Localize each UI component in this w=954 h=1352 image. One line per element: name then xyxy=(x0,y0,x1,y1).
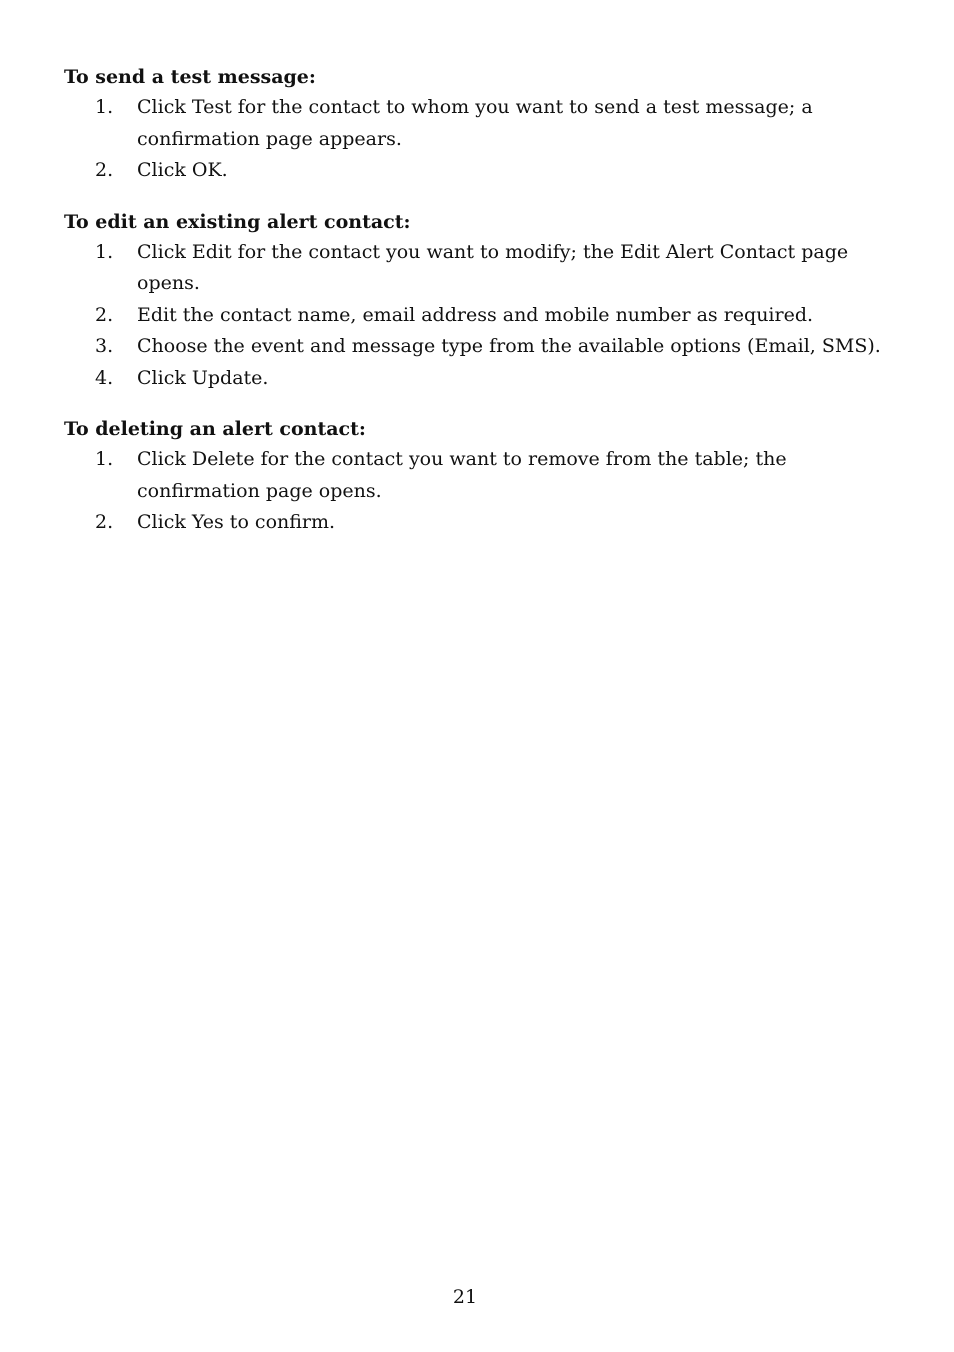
list-item xyxy=(64,237,884,300)
step-number: 2. xyxy=(95,159,114,181)
step-text: Click OK. xyxy=(137,159,228,181)
step-list xyxy=(64,92,884,187)
list-item xyxy=(64,331,884,363)
section-send-test-message xyxy=(64,62,884,187)
document-body xyxy=(64,62,884,559)
step-text: Edit the contact name, email address and mobile number as required. xyxy=(137,303,814,326)
step-text: Choose the event and message type from the available options (Email, SMS). xyxy=(137,335,881,357)
list-item xyxy=(64,300,884,332)
section-heading: To send a test message: xyxy=(64,66,316,88)
list-item xyxy=(64,444,884,507)
list-item xyxy=(64,363,884,395)
step-list xyxy=(64,444,884,539)
section-edit-alert-contact xyxy=(64,207,884,395)
step-number: 1. xyxy=(95,448,114,470)
step-number: 1. xyxy=(95,240,114,263)
step-text: Click Edit for the contact you want to modify; the Edit Alert Contact page opens. xyxy=(137,240,849,294)
step-text: Click Test for the contact to whom you want to send a test message; a confirmation page appears. xyxy=(137,96,813,150)
list-item xyxy=(64,92,884,155)
step-text: Click Update. xyxy=(137,366,269,389)
list-item xyxy=(64,507,884,539)
section-heading: To edit an existing alert contact: xyxy=(64,210,411,233)
page-number: 21 xyxy=(452,1286,478,1308)
step-list xyxy=(64,237,884,395)
step-number: 3. xyxy=(95,335,114,357)
step-text: Click Delete for the contact you want to remove from the table; the confirmation page opens. xyxy=(137,448,787,502)
section-heading: To deleting an alert contact: xyxy=(64,418,366,440)
step-number: 2. xyxy=(95,303,114,326)
step-number: 1. xyxy=(95,96,114,118)
section-delete-alert-contact xyxy=(64,414,884,539)
list-item xyxy=(64,155,884,187)
step-number: 4. xyxy=(95,366,114,389)
step-number: 2. xyxy=(95,511,114,533)
step-text: Click Yes to confirm. xyxy=(137,511,336,533)
